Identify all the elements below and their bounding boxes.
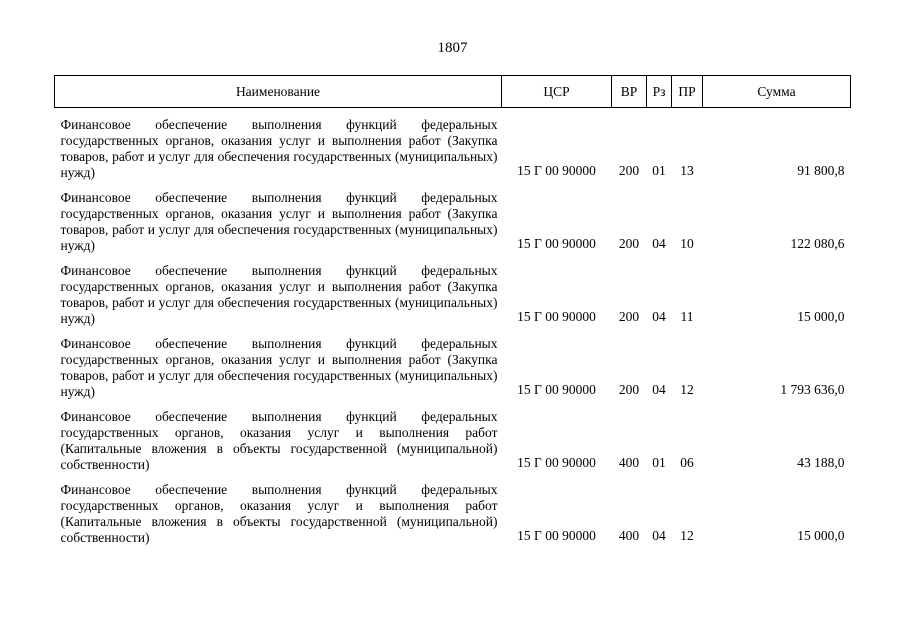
row-rz: 04	[652, 382, 666, 397]
row-csr: 15 Г 00 90000	[517, 163, 596, 178]
row-pr: 06	[680, 455, 694, 470]
row-name: Финансовое обеспечение выполнения функций федеральных государственных органов, оказания услуг и выполнения работ (Капитальные вложения в объекты государственной (муниципальной) собственности)	[60, 482, 498, 545]
row-vr: 200	[618, 236, 640, 251]
row-sum: 43 188,0	[797, 455, 845, 470]
row-pr: 13	[680, 163, 694, 178]
row-rz: 04	[652, 236, 666, 251]
row-sum: 91 800,8	[797, 163, 845, 178]
row-sum: 122 080,6	[790, 236, 845, 251]
header-rz: Рз	[647, 76, 672, 108]
header-csr: ЦСР	[502, 76, 612, 108]
row-rz: 04	[652, 309, 666, 324]
header-vr: ВР	[612, 76, 647, 108]
row-rz: 04	[652, 528, 666, 543]
row-pr: 10	[680, 236, 694, 251]
row-name: Финансовое обеспечение выполнения функций федеральных государственных органов, оказания услуг и выполнения работ (Закупка товаров, работ и услуг для обеспечения государственных (муниципальных) нужд)	[60, 263, 498, 326]
header-name: Наименование	[55, 76, 502, 108]
row-name: Финансовое обеспечение выполнения функций федеральных государственных органов, оказания услуг и выполнения работ (Закупка товаров, работ и услуг для обеспечения государственных (муниципальных) нужд)	[60, 117, 498, 180]
row-pr: 12	[680, 528, 694, 543]
row-vr: 200	[618, 309, 640, 324]
header-sum: Сумма	[703, 76, 851, 108]
table-row	[55, 482, 851, 546]
table-row	[55, 117, 851, 181]
table-header-row	[55, 76, 851, 108]
row-vr: 400	[618, 455, 640, 470]
row-csr: 15 Г 00 90000	[517, 236, 596, 251]
row-rz: 01	[652, 455, 666, 470]
table-row	[55, 263, 851, 327]
table-row	[55, 336, 851, 400]
row-csr: 15 Г 00 90000	[517, 309, 596, 324]
row-pr: 12	[680, 382, 694, 397]
row-csr: 15 Г 00 90000	[517, 382, 596, 397]
row-sum: 1 793 636,0	[780, 382, 845, 397]
header-pr: ПР	[672, 76, 703, 108]
page-number: 1807	[437, 40, 468, 56]
row-name: Финансовое обеспечение выполнения функций федеральных государственных органов, оказания услуг и выполнения работ (Закупка товаров, работ и услуг для обеспечения государственных (муниципальных) нужд)	[60, 336, 498, 399]
row-vr: 400	[618, 528, 640, 543]
row-sum: 15 000,0	[797, 528, 845, 543]
row-pr: 11	[680, 309, 694, 324]
table-row	[55, 190, 851, 254]
budget-table	[54, 75, 851, 546]
row-sum: 15 000,0	[797, 309, 845, 324]
row-csr: 15 Г 00 90000	[517, 455, 596, 470]
row-vr: 200	[618, 382, 640, 397]
row-name: Финансовое обеспечение выполнения функций федеральных государственных органов, оказания услуг и выполнения работ (Закупка товаров, работ и услуг для обеспечения государственных (муниципальных) нужд)	[60, 190, 498, 253]
row-rz: 01	[652, 163, 666, 178]
row-csr: 15 Г 00 90000	[517, 528, 596, 543]
table-row	[55, 409, 851, 473]
row-name: Финансовое обеспечение выполнения функций федеральных государственных органов, оказания услуг и выполнения работ (Капитальные вложения в объекты государственной (муниципальной) собственности)	[60, 409, 498, 472]
row-vr: 200	[618, 163, 640, 178]
